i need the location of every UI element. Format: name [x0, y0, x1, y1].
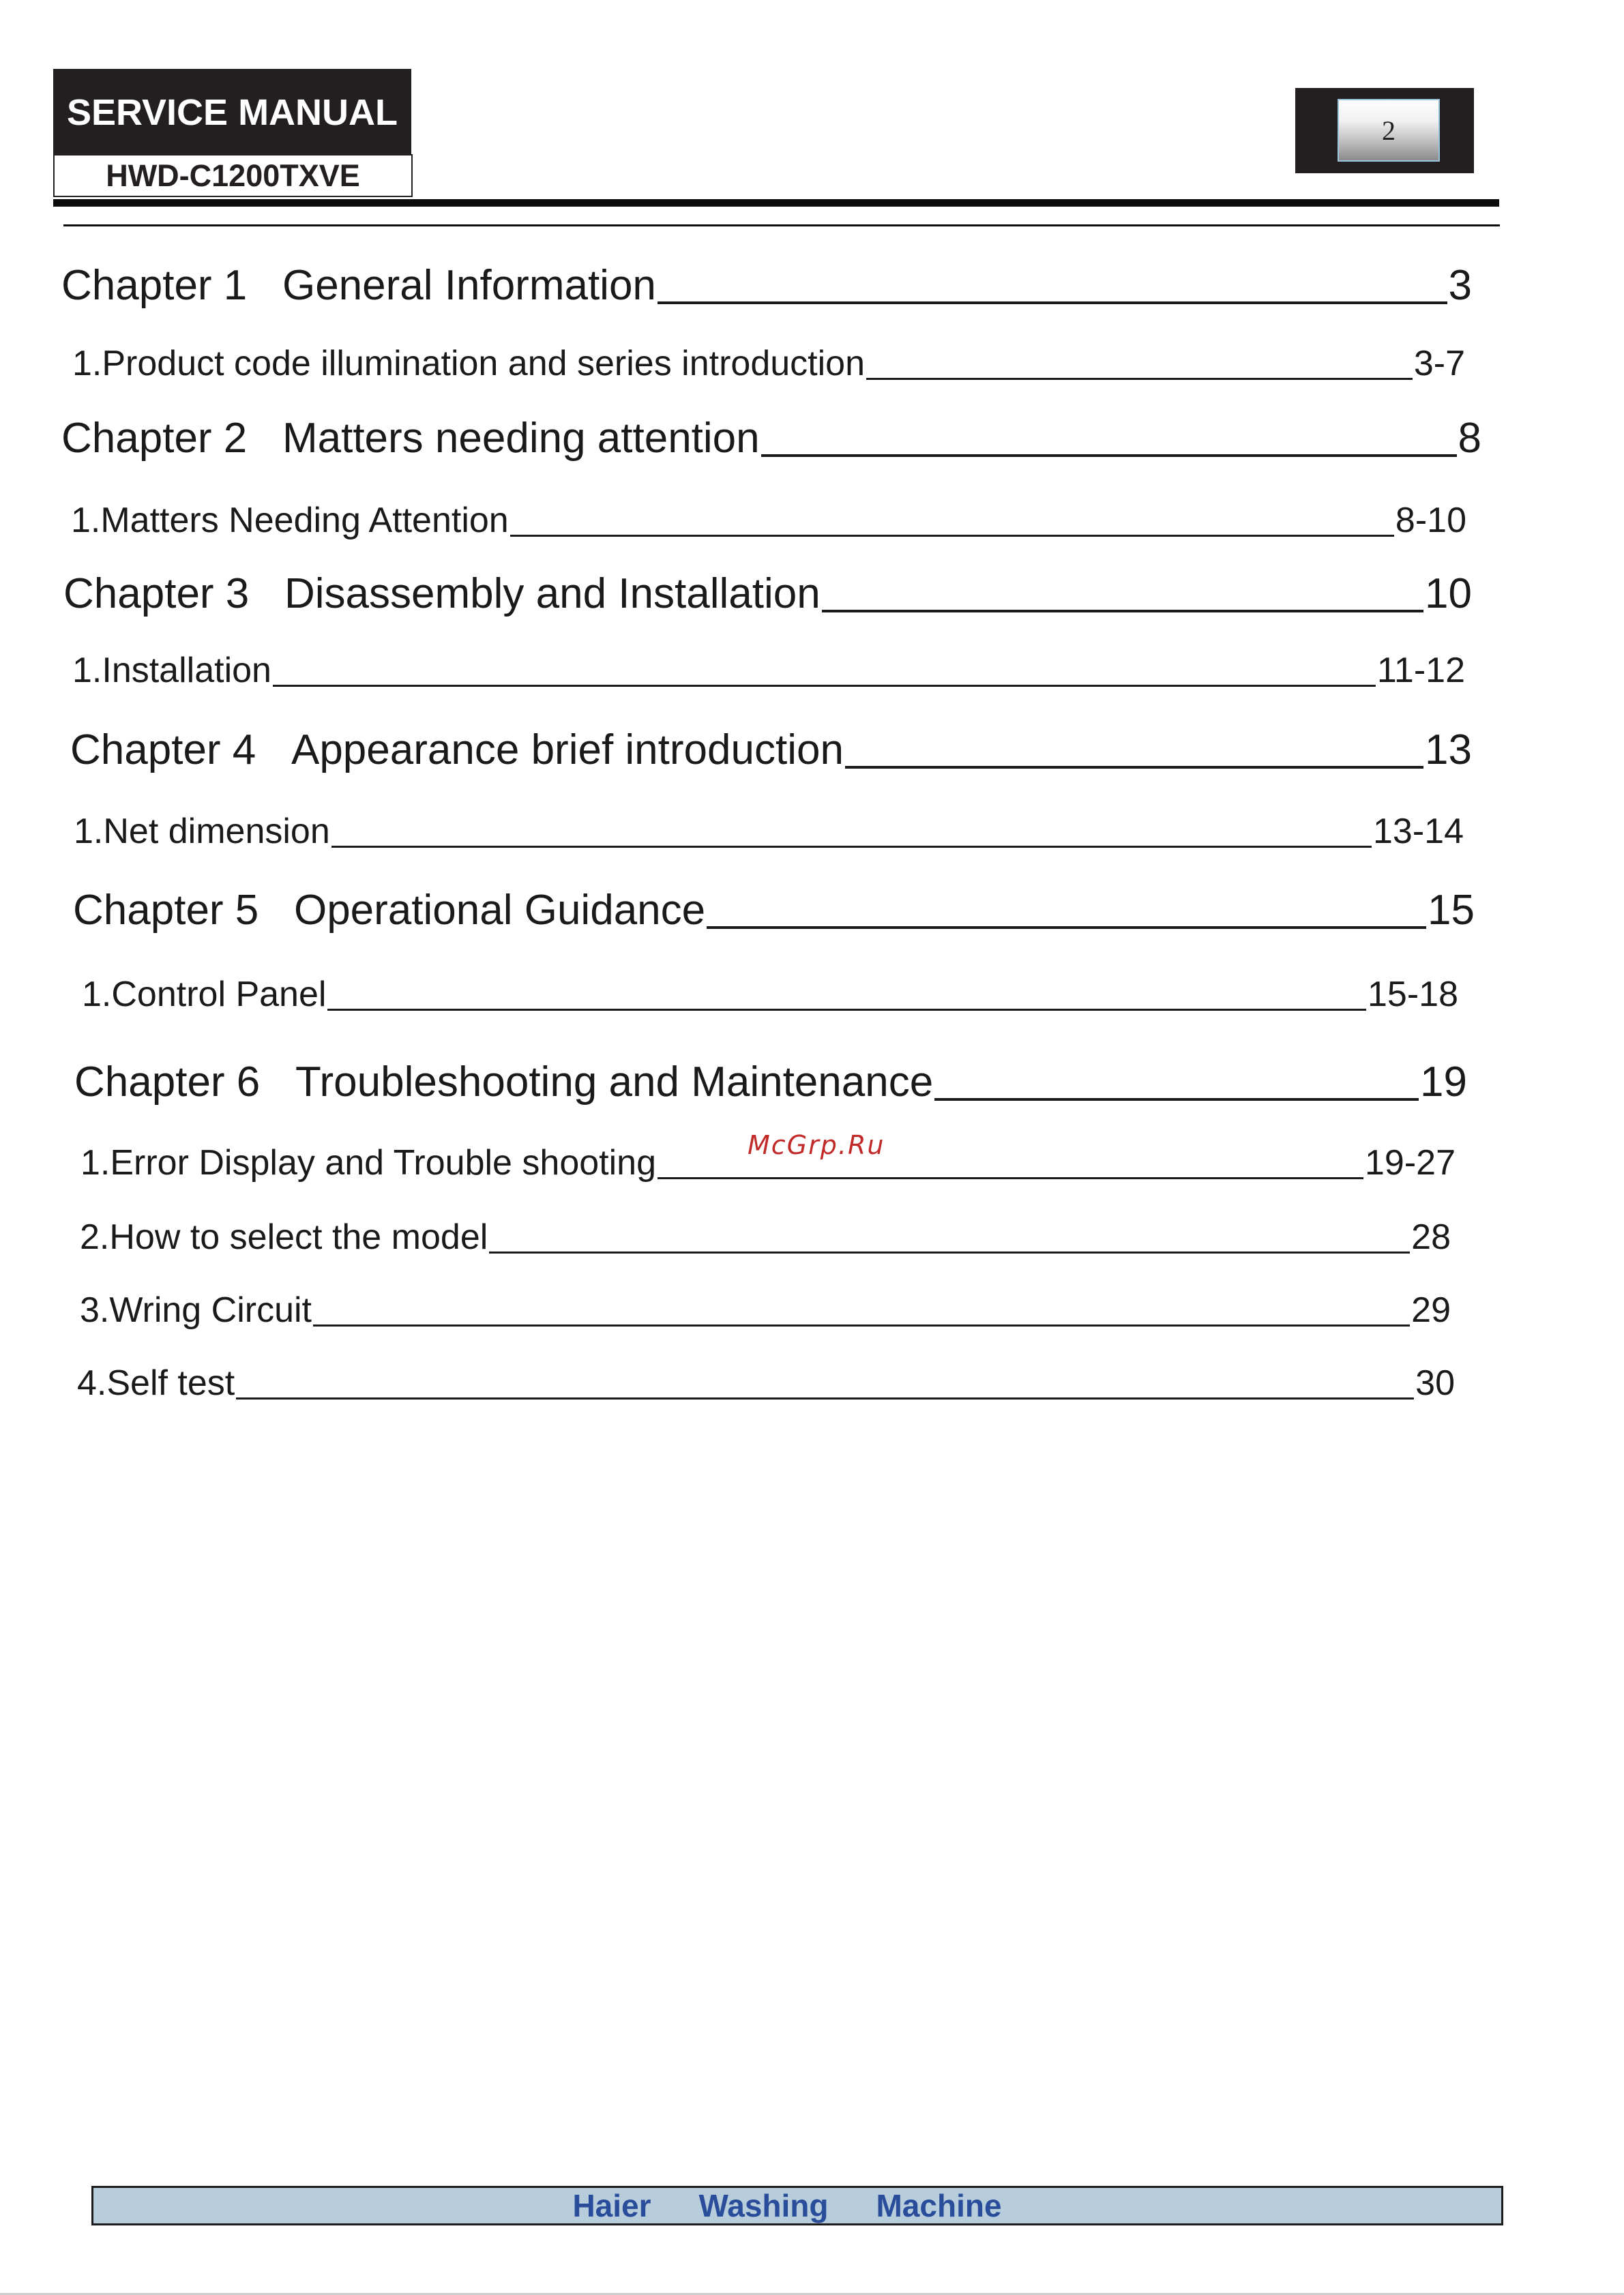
toc-page-ref: 29	[1411, 1290, 1451, 1330]
toc-page-ref: 13	[1425, 726, 1472, 773]
toc-section-label: 1.Error Display and Trouble shooting	[80, 1143, 657, 1183]
toc-leader-line	[273, 685, 1376, 687]
toc-section-label: 1.Product code illumination and series introduction	[72, 344, 866, 383]
toc-page-ref: 8-10	[1395, 501, 1466, 540]
toc-section-label: 1.Matters Needing Attention	[71, 501, 509, 540]
toc-section-label: 3.Wring Circuit	[80, 1290, 312, 1330]
service-manual-title-box	[53, 69, 411, 156]
toc-leader-line	[761, 454, 1457, 457]
toc-leader-line	[313, 1324, 1410, 1327]
toc-leader-line	[658, 301, 1447, 304]
service-manual-title: SERVICE MANUAL	[66, 91, 398, 133]
toc-section	[80, 1286, 1451, 1331]
toc-page-ref: 19	[1420, 1058, 1467, 1106]
toc-page-ref: 28	[1411, 1217, 1451, 1257]
footer-word-machine: Machine	[876, 2188, 1002, 2223]
watermark: McGrp.Ru	[748, 1130, 885, 1160]
toc-page-ref: 15-18	[1368, 975, 1458, 1014]
model-box	[53, 154, 413, 197]
toc-leader-line	[489, 1252, 1410, 1254]
toc-page-ref: 11-12	[1376, 651, 1465, 690]
toc-page-ref: 3-7	[1413, 344, 1465, 383]
page-number-box	[1295, 88, 1474, 173]
toc-section-label: 1.Control Panel	[82, 975, 327, 1014]
header-rule-thin	[63, 224, 1500, 226]
toc-leader-line	[822, 610, 1423, 612]
header-rule-thick	[53, 199, 1499, 207]
toc-section-label: 4.Self test	[77, 1363, 235, 1403]
toc-leader-line	[934, 1098, 1419, 1101]
toc-page-ref: 19-27	[1365, 1143, 1456, 1183]
toc-chapter-label: Chapter 3 Disassembly and Installation	[63, 570, 821, 617]
toc-leader-line	[707, 926, 1426, 929]
toc-section	[77, 1359, 1455, 1404]
footer-word-washing: Washing	[698, 2188, 829, 2223]
toc-section	[82, 970, 1458, 1015]
toc-leader-line	[331, 846, 1372, 848]
toc-chapter-label: Chapter 1 General Information	[61, 262, 656, 309]
toc-chapter-1	[61, 255, 1472, 310]
toc-section	[71, 496, 1466, 541]
toc-leader-line	[845, 766, 1423, 769]
toc-page-ref: 3	[1448, 262, 1472, 309]
toc-leader-line	[866, 378, 1413, 380]
toc-chapter-3	[63, 563, 1472, 618]
toc-chapter-4	[70, 720, 1472, 774]
model-number: HWD-C1200TXVE	[106, 158, 360, 193]
toc-chapter-2	[61, 408, 1481, 462]
page-number: 2	[1382, 115, 1396, 146]
footer-banner	[91, 2186, 1503, 2225]
toc-page-ref: 10	[1425, 570, 1472, 617]
toc-chapter-label: Chapter 2 Matters needing attention	[61, 415, 760, 462]
toc-page-ref: 15	[1428, 887, 1475, 934]
toc-leader-line	[658, 1177, 1363, 1179]
toc-page-ref: 30	[1415, 1363, 1455, 1403]
toc-chapter-6	[74, 1052, 1467, 1106]
toc-page-ref: 8	[1458, 415, 1481, 462]
toc-chapter-label: Chapter 6 Troubleshooting and Maintenance	[74, 1058, 934, 1106]
toc-chapter-label: Chapter 4 Appearance brief introduction	[70, 726, 844, 773]
toc-leader-line	[327, 1009, 1366, 1011]
toc-section-label: 2.How to select the model	[80, 1217, 488, 1257]
toc-section	[80, 1213, 1451, 1258]
toc-leader-line	[236, 1397, 1414, 1400]
toc-section	[74, 807, 1464, 852]
toc-page-ref: 13-14	[1373, 812, 1464, 851]
page-number-plate	[1338, 99, 1440, 162]
footer-brand: Haier	[572, 2188, 651, 2223]
toc-chapter-5	[73, 880, 1475, 934]
toc-section	[72, 339, 1465, 384]
toc-section-label: 1.Net dimension	[74, 812, 330, 851]
toc-leader-line	[510, 535, 1394, 537]
toc-section-label: 1.Installation	[72, 651, 271, 690]
toc-section	[72, 646, 1465, 691]
toc-chapter-label: Chapter 5 Operational Guidance	[73, 887, 706, 934]
